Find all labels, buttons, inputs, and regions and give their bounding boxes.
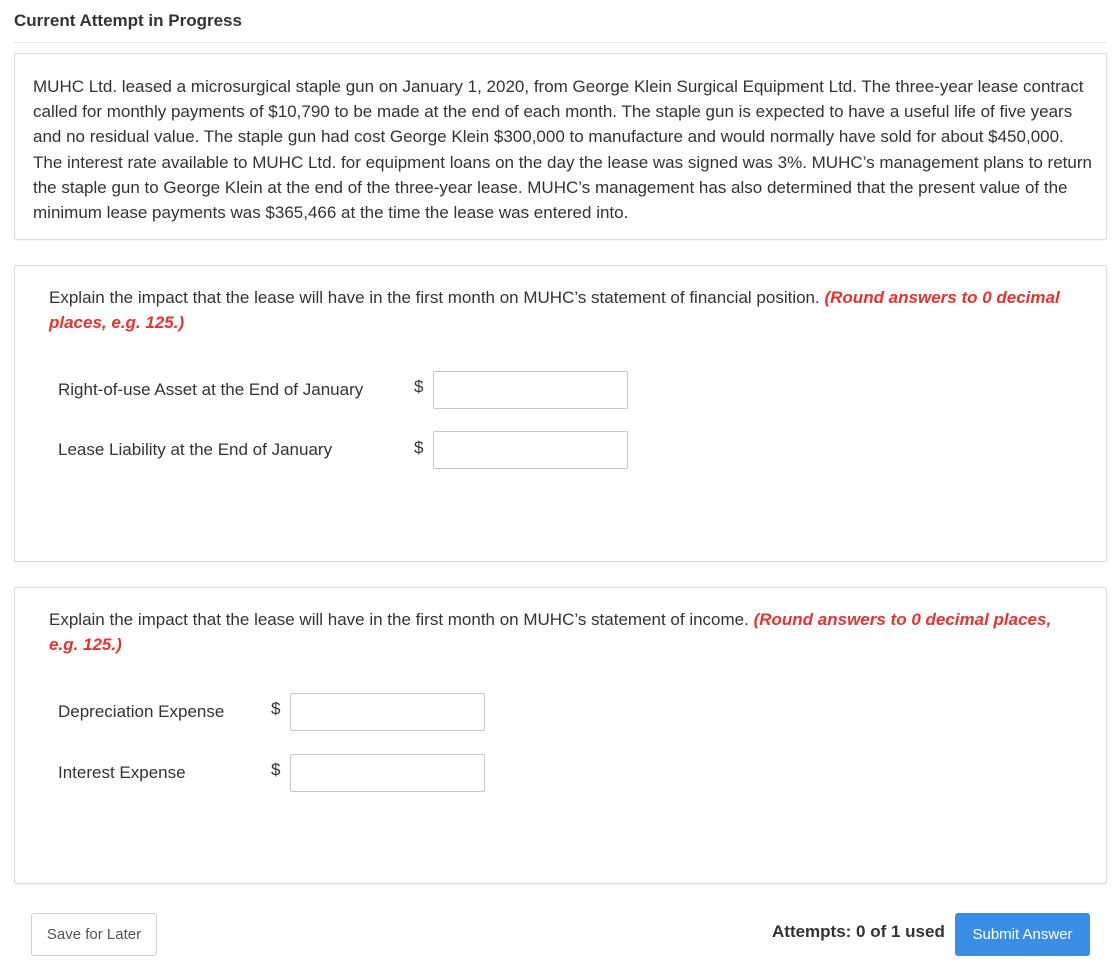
currency-symbol: $	[271, 699, 281, 718]
attempts-counter: Attempts: 0 of 1 used	[772, 922, 945, 941]
field-label-interest-expense: Interest Expense	[58, 763, 186, 782]
header-divider	[14, 42, 1106, 43]
question-prompt	[49, 607, 1069, 657]
right-of-use-asset-input[interactable]	[433, 371, 628, 409]
page-title: Current Attempt in Progress	[14, 11, 242, 30]
currency-symbol: $	[414, 438, 424, 457]
problem-statement: MUHC Ltd. leased a microsurgical staple gun on January 1, 2020, from George Klein Surgical Equipment Ltd. The three-year lease contract called for monthly payments of $10,790 to be made at the end of each month. The staple gun is expected to have a useful life of five years and no residual value. The staple gun had cost George Klein $300,000 to manufacture and would normally have sold for about $450,000. The interest rate available to MUHC Ltd. for equipment loans on the day the lease was signed was 3%. MUHC’s management plans to return the staple gun to George Klein at the end of the three-year lease. MUHC’s management has also determined that the present value of the minimum lease payments was $365,466 at the time the lease was entered into.	[33, 77, 1092, 223]
currency-symbol: $	[271, 760, 281, 779]
question-prompt	[49, 285, 1069, 335]
rounding-hint: (Round answers to 0 decimal places, e.g. 125.)	[49, 288, 1060, 333]
question-text: Explain the impact that the lease will have in the first month on MUHC’s statement of financial position.	[49, 288, 820, 307]
field-label-lease-liability: Lease Liability at the End of January	[58, 440, 333, 459]
question-text: Explain the impact that the lease will have in the first month on MUHC’s statement of income.	[49, 610, 749, 629]
interest-expense-input[interactable]	[290, 754, 485, 792]
question-card-income	[14, 587, 1107, 884]
currency-symbol: $	[414, 377, 424, 396]
field-label-right-of-use-asset: Right-of-use Asset at the End of January	[58, 380, 364, 399]
rounding-hint: (Round answers to 0 decimal places, e.g. 125.)	[49, 610, 1052, 655]
question-card-financial-position	[14, 265, 1107, 562]
depreciation-expense-input[interactable]	[290, 693, 485, 731]
field-label-depreciation-expense: Depreciation Expense	[58, 702, 225, 721]
lease-liability-input[interactable]	[433, 431, 628, 469]
submit-answer-button[interactable]: Submit Answer	[955, 913, 1090, 956]
problem-card	[14, 53, 1107, 240]
save-for-later-button[interactable]: Save for Later	[31, 913, 157, 956]
